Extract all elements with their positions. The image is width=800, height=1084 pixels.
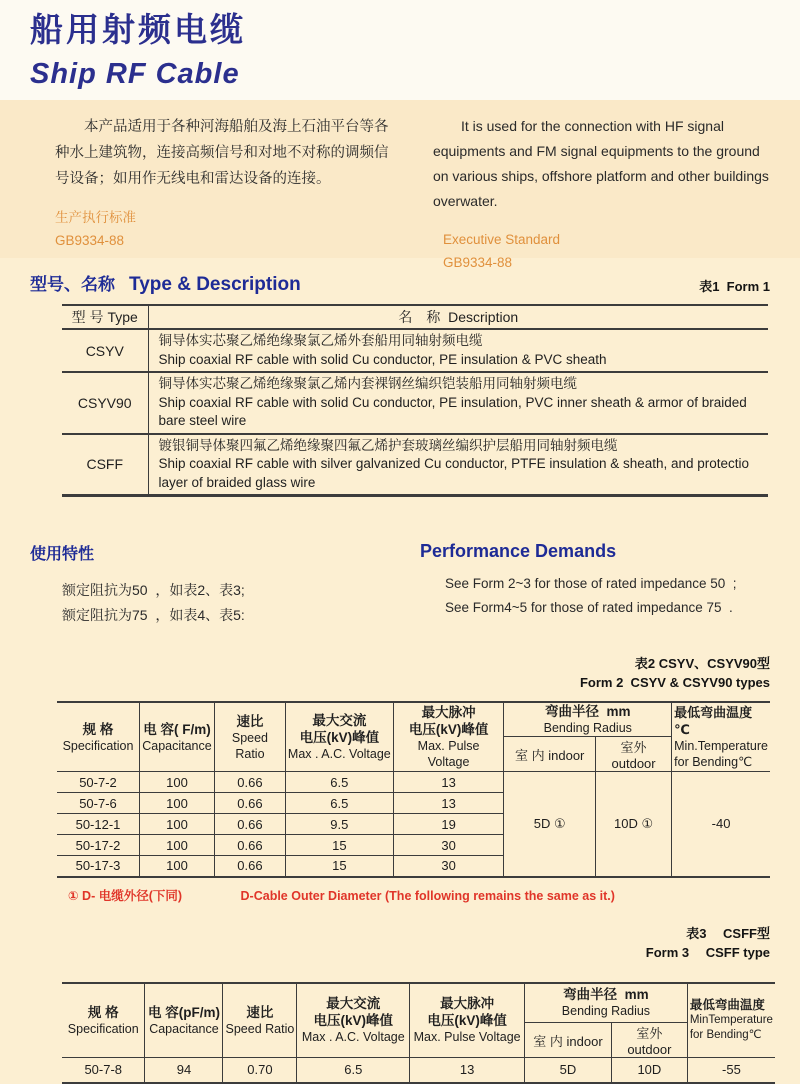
section2 — [30, 541, 770, 628]
outdoor-bend-radius: 10D — [611, 1058, 687, 1083]
impedance-note-zh-75: 额定阻抗为75 ，如表4、表5: — [62, 607, 245, 623]
standard-label-zh: 生产执行标准 — [55, 210, 136, 225]
spec-value: 50-12-1 — [57, 814, 140, 835]
pulse-voltage-value: 19 — [393, 814, 504, 835]
capacitance-value: 94 — [145, 1058, 223, 1083]
impedance-note-en-75: See Form4~5 for those of rated impedance 75 . — [445, 599, 733, 615]
indoor-bend-radius: 5D — [525, 1058, 612, 1083]
pulse-voltage-value: 30 — [393, 835, 504, 856]
col-header-capacitance: 电 容( F/m) Capacitance — [140, 702, 215, 772]
csyv-spec-table — [57, 701, 770, 878]
table-header-row1 — [57, 702, 770, 737]
col-header-spec: 规 格 Specification — [62, 983, 145, 1058]
standard-value-zh: GB9334-88 — [55, 233, 125, 248]
speed-ratio-value: 0.66 — [214, 793, 285, 814]
col-header-ac-voltage: 最大交流 电压(kV)峰值 Max . A.C. Voltage — [285, 702, 393, 772]
cable-description — [148, 329, 768, 372]
col-header-outdoor: 室外 outdoor — [595, 737, 671, 772]
description-en: Ship coaxial RF cable with solid Cu conductor, PE insulation & PVC sheath — [158, 351, 607, 367]
cable-description — [148, 434, 768, 496]
form2-caption — [30, 654, 770, 692]
col-header-bending-radius: 弯曲半径 mm Bending Radius — [525, 983, 688, 1023]
intro-column-zh — [55, 114, 395, 274]
type-description-table — [62, 304, 768, 497]
form2-caption-en: Form 2 CSYV & CSYV90 types — [579, 675, 770, 690]
col-header-speed-ratio: 速比 Speed Ratio — [214, 702, 285, 772]
speed-ratio-value: 0.66 — [214, 814, 285, 835]
pulse-voltage-value: 30 — [393, 856, 504, 877]
impedance-note-zh-50: 额定阻抗为50 ，如表2、表3; — [62, 582, 245, 598]
pulse-voltage-value: 13 — [410, 1058, 525, 1083]
section1-heading-zh: 型号、名称 — [30, 275, 115, 294]
col-header-indoor: 室 内 indoor — [525, 1023, 612, 1058]
footnote-zh: ① D- 电缆外径(下同) — [68, 888, 183, 903]
cable-type: CSFF — [62, 434, 148, 496]
intro-paragraph-zh: 本产品适用于各种河海船舶及海上石油平台等各种水上建筑物，连接高频信号和对地不对称的调频信号设备；如用作无线电和雷达设备的连接。 — [55, 119, 389, 187]
col-header-outdoor: 室外 outdoor — [611, 1023, 687, 1058]
csff-spec-table — [62, 982, 775, 1084]
col-header-spec: 规 格 Specification — [57, 702, 140, 772]
page-title-en: Ship RF Cable — [30, 58, 240, 90]
section1-heading-en: Type & Description — [129, 274, 301, 295]
intro-paragraph-en: It is used for the connection with HF signal equipments and FM signal equipments to the ground on various ships, offshore platform and other buildings overwater. — [432, 118, 769, 209]
footnote — [68, 886, 770, 904]
min-temp-value: -55 — [687, 1058, 775, 1083]
capacitance-value: 100 — [140, 856, 215, 877]
capacitance-value: 100 — [140, 835, 215, 856]
col-header-type: 型 号 Type — [62, 305, 148, 329]
col-header-speed-ratio: 速比 Speed Ratio — [223, 983, 297, 1058]
page-title-zh: 船用射频电缆 — [30, 11, 246, 48]
ac-voltage-value: 6.5 — [297, 1058, 410, 1083]
cable-type: CSYV — [62, 329, 148, 372]
section1-heading — [30, 270, 301, 296]
table-row — [62, 1058, 775, 1083]
table-row — [62, 372, 768, 434]
spec-value: 50-17-2 — [57, 835, 140, 856]
main-content — [0, 258, 800, 1078]
col-header-indoor: 室 内 indoor — [504, 737, 596, 772]
capacitance-value: 100 — [140, 793, 215, 814]
outdoor-bend-radius: 10D ① — [595, 772, 671, 877]
section2-en-column — [420, 541, 770, 628]
capacitance-value: 100 — [140, 772, 215, 793]
pulse-voltage-value: 13 — [393, 772, 504, 793]
form3-caption — [30, 924, 770, 962]
standard-block-zh — [55, 206, 395, 252]
section2-zh-column — [30, 541, 420, 628]
col-header-bending-radius: 弯曲半径 mm Bending Radius — [504, 702, 672, 737]
min-temp-value: -40 — [672, 772, 770, 877]
spec-value: 50-17-3 — [57, 856, 140, 877]
description-zh: 铜导体实芯聚乙烯绝缘聚氯乙烯外套船用同轴射频电缆 — [158, 333, 483, 348]
description-en: Ship coaxial RF cable with silver galvanized Cu conductor, PTFE insulation & sheath, and protectio layer of braided glass wire — [158, 456, 750, 490]
col-header-ac-voltage: 最大交流 电压(kV)峰值 Max . A.C. Voltage — [297, 983, 410, 1058]
intro-column-en — [433, 114, 770, 274]
col-header-pulse-voltage: 最大脉冲 电压(kV)峰值 Max. Pulse Voltage — [393, 702, 504, 772]
section2-heading-zh: 使用特性 — [30, 546, 95, 563]
impedance-note-en-50: See Form 2~3 for those of rated impedance 50 ; — [445, 576, 737, 591]
col-header-pulse-voltage: 最大脉冲 电压(kV)峰值 Max. Pulse Voltage — [410, 983, 525, 1058]
spec-value: 50-7-2 — [57, 772, 140, 793]
col-header-min-temp: 最低弯曲温度 MinTemperature for Bending℃ — [687, 983, 775, 1058]
indoor-bend-radius: 5D ① — [504, 772, 596, 877]
standard-value-en: GB9334-88 — [442, 255, 513, 270]
standard-block-en — [443, 228, 770, 274]
col-header-capacitance: 电 容(pF/m) Capacitance — [145, 983, 223, 1058]
ac-voltage-value: 6.5 — [285, 793, 393, 814]
speed-ratio-value: 0.70 — [223, 1058, 297, 1083]
capacitance-value: 100 — [140, 814, 215, 835]
cable-type: CSYV90 — [62, 372, 148, 434]
ac-voltage-value: 15 — [285, 856, 393, 877]
cable-description — [148, 372, 768, 434]
ac-voltage-value: 6.5 — [285, 772, 393, 793]
table-header-row1 — [62, 983, 775, 1023]
impedance-notes-en — [445, 572, 770, 619]
footnote-en: D-Cable Outer Diameter (The following remains the same as it.) — [240, 888, 615, 903]
spec-value: 50-7-6 — [57, 793, 140, 814]
description-en: Ship coaxial RF cable with solid Cu conductor, PE insulation, PVC inner sheath & armor of braided bare steel wire — [158, 394, 747, 428]
form3-caption-en: Form 3 CSFF type — [645, 944, 770, 960]
speed-ratio-value: 0.66 — [214, 772, 285, 793]
section2-heading-en: Performance Demands — [420, 541, 617, 561]
table-header-row — [62, 305, 768, 329]
table-row — [57, 772, 770, 793]
pulse-voltage-value: 13 — [393, 793, 504, 814]
description-zh: 镀银铜导体聚四氟乙烯绝缘聚四氟乙烯护套玻璃丝编织护层船用同轴射频电缆 — [158, 437, 618, 453]
ac-voltage-value: 15 — [285, 835, 393, 856]
intro-band — [0, 100, 800, 270]
form3-caption-zh: 表3 CSFF型 — [686, 925, 770, 941]
page-header — [0, 0, 800, 100]
impedance-notes-zh — [62, 578, 420, 628]
description-zh: 铜导体实芯聚乙烯绝缘聚氯乙烯内套裸钢丝编织铠装船用同轴射频电缆 — [158, 376, 577, 391]
spec-value: 50-7-8 — [62, 1058, 145, 1083]
speed-ratio-value: 0.66 — [214, 856, 285, 877]
ac-voltage-value: 9.5 — [285, 814, 393, 835]
table-row — [62, 434, 768, 496]
form2-caption-zh: 表2 CSYV、CSYV90型 — [634, 656, 770, 671]
table-row — [62, 329, 768, 372]
speed-ratio-value: 0.66 — [214, 835, 285, 856]
col-header-min-temp: 最低弯曲温度 ℃ Min.Temperature for Bending℃ — [672, 702, 770, 772]
col-header-description: 名 称 Description — [148, 305, 768, 329]
form1-caption: 表1 Form 1 — [699, 279, 770, 294]
standard-label-en: Executive Standard — [442, 232, 561, 247]
